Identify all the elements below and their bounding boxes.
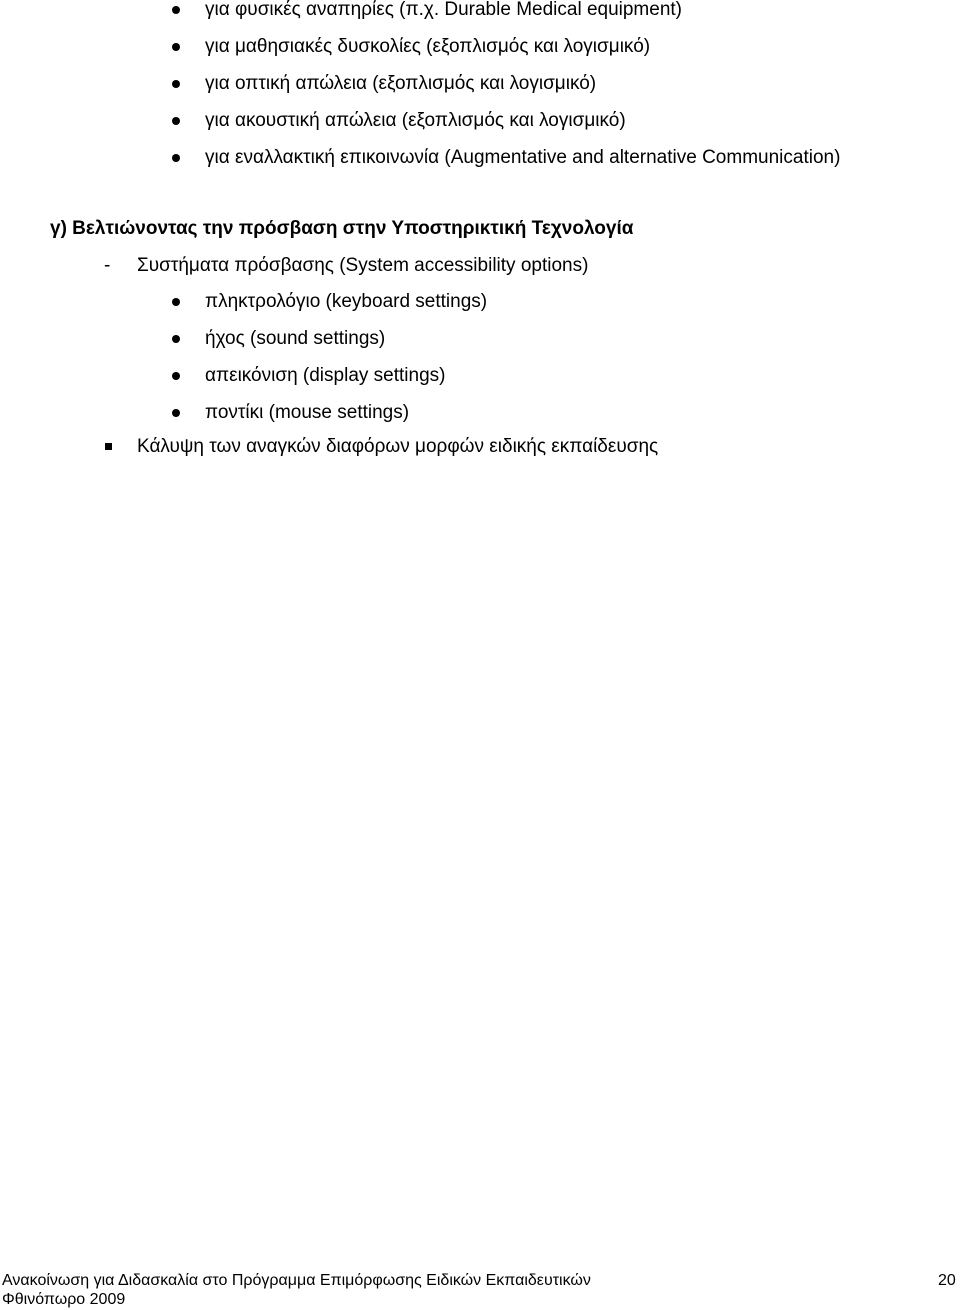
footer-title: Ανακοίνωση για Διδασκαλία στο Πρόγραμμα Επιμόρφωσης Ειδικών Εκπαιδευτικών <box>2 1272 591 1289</box>
bullet-icon <box>172 298 180 306</box>
bullet-icon <box>172 43 180 51</box>
bullet-icon <box>172 80 180 88</box>
square-item-text: Κάλυψη των αναγκών διαφόρων μορφών ειδικής εκπαίδευσης <box>137 436 659 457</box>
bullet-icon <box>172 409 180 417</box>
list-item: ποντίκι (mouse settings) <box>205 402 410 423</box>
list-item: για εναλλακτική επικοινωνία (Augmentative and alternative Communication) <box>205 147 841 168</box>
bullet-icon <box>172 335 180 343</box>
list-item: πληκτρολόγιο (keyboard settings) <box>205 291 488 312</box>
bullet-icon <box>172 117 180 125</box>
bullet-icon <box>172 372 180 380</box>
list-item: για οπτική απώλεια (εξοπλισμός και λογισμικό) <box>205 73 597 94</box>
bullet-icon <box>172 6 180 14</box>
list-item: ήχος (sound settings) <box>205 328 386 349</box>
page-number: 20 <box>938 1272 956 1289</box>
footer-date: Φθινόπωρο 2009 <box>2 1291 126 1308</box>
list-item: για ακουστική απώλεια (εξοπλισμός και λογισμικό) <box>205 110 626 131</box>
square-bullet-icon <box>105 443 112 450</box>
section-heading: γ) Βελτιώνοντας την πρόσβαση στην Υποστηρικτική Τεχνολογία <box>50 218 634 239</box>
dash-marker: - <box>104 255 111 276</box>
list-item: απεικόνιση (display settings) <box>205 365 446 386</box>
bullet-icon <box>172 154 180 162</box>
dash-item-text: Συστήματα πρόσβασης (System accessibility options) <box>137 255 589 276</box>
list-item: για φυσικές αναπηρίες (π.χ. Durable Medical equipment) <box>205 0 682 20</box>
list-item: για μαθησιακές δυσκολίες (εξοπλισμός και λογισμικό) <box>205 36 651 57</box>
